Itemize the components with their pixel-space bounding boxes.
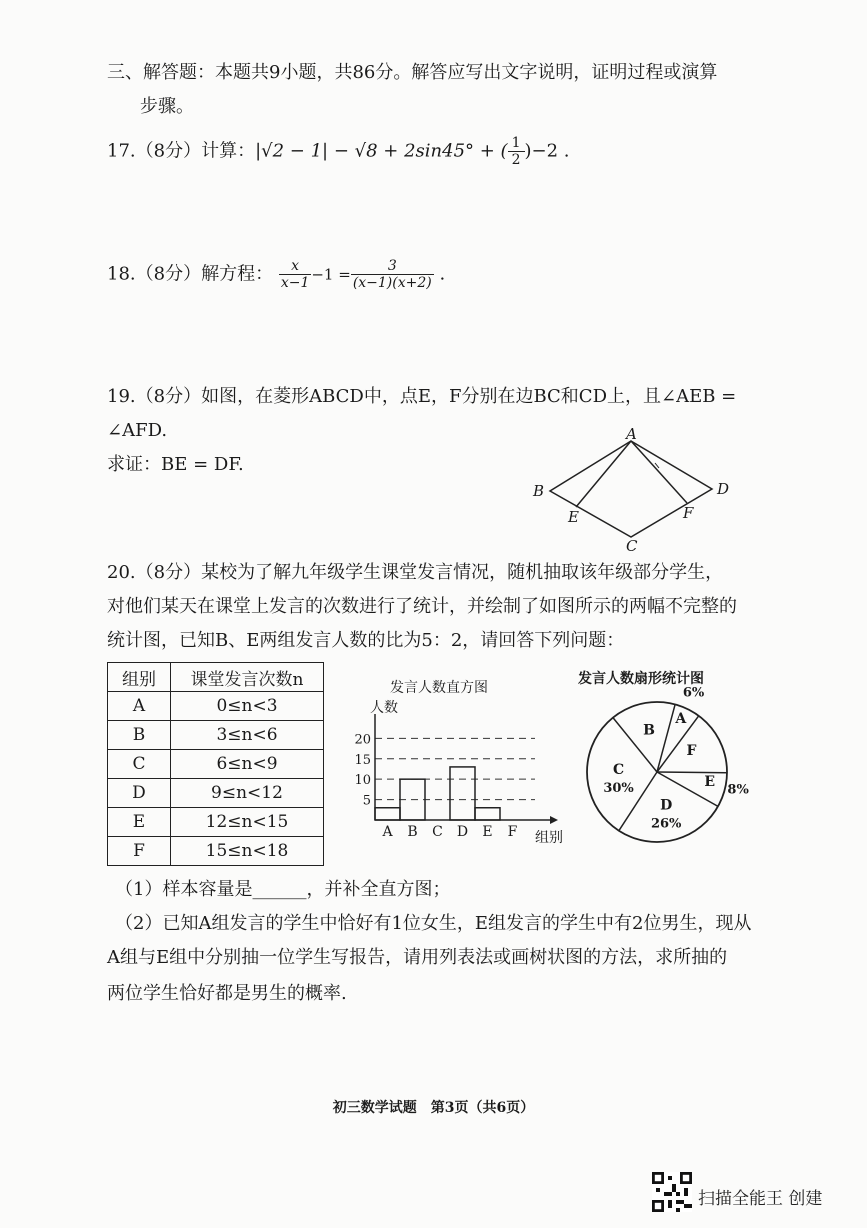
q18-rhs-num: 3 — [351, 258, 434, 275]
table-row — [108, 837, 324, 866]
q19-line1: 19.（8分）如图，在菱形ABCD中，点E，F分别在边BC和CD上，且∠AEB = — [107, 386, 737, 407]
x-tick-label: C — [432, 824, 443, 840]
histogram-chart — [335, 672, 575, 847]
table-row — [108, 721, 324, 750]
q18-mid: −1 = — [311, 265, 351, 284]
q17-frac-num: 1 — [508, 135, 525, 152]
table-cell: 6≤n<9 — [171, 750, 324, 779]
q17-label: 17.（8分）计算： — [107, 140, 256, 162]
table-cell: E — [108, 808, 171, 837]
q17-expression: |√2 − 1| − √8 + 2sin45° + ( — [255, 140, 508, 162]
q18-rhs-den: (x−1)(x+2) — [352, 275, 432, 291]
table-cell: 0≤n<3 — [171, 692, 324, 721]
q20-line1: 20.（8分）某校为了解九年级学生课堂发言情况，随机抽取该年级部分学生， — [107, 562, 724, 583]
x-tick-label: E — [482, 824, 493, 840]
table-cell: C — [108, 750, 171, 779]
pie-slice-percent: 26% — [650, 816, 682, 832]
histogram-ylabel: 人数 — [370, 700, 398, 716]
x-tick-label: A — [382, 824, 393, 840]
vertex-label-b: B — [533, 482, 545, 500]
table-cell: F — [108, 837, 171, 866]
histogram-bar — [475, 808, 500, 820]
vertex-label-d: D — [717, 480, 730, 498]
y-tick-label: 10 — [354, 773, 371, 789]
q18-lhs-num: x — [279, 258, 312, 275]
q19-line3: 求证：BE = DF. — [107, 454, 244, 475]
pie-labels — [603, 685, 749, 831]
histogram-xlabel: 组别 — [535, 830, 563, 846]
pie-title: 发言人数扇形统计图 — [578, 671, 704, 687]
y-tick-label: 15 — [354, 752, 371, 768]
q18-period: . — [439, 263, 446, 285]
point-label-f: F — [683, 504, 694, 522]
q18-lhs-fraction — [279, 258, 312, 291]
histogram-title: 发言人数直方图 — [390, 680, 488, 696]
y-tick-label: 5 — [362, 793, 371, 809]
pie-slice-label: E — [704, 774, 716, 791]
table-cell: B — [108, 721, 171, 750]
histogram-categories — [381, 824, 517, 840]
y-tick-label: 20 — [354, 732, 371, 748]
table-cell: 9≤n<12 — [171, 779, 324, 808]
q20-line2: 对他们某天在课堂上发言的次数进行了统计，并绘制了如图所示的两幅不完整的 — [107, 596, 737, 617]
x-tick-label: F — [507, 824, 518, 840]
pie-chart — [570, 665, 749, 855]
q17-exponent: )−2 — [524, 140, 559, 162]
vertex-label-c: C — [626, 537, 638, 555]
histogram-bar — [375, 808, 400, 820]
segment-ae — [576, 441, 631, 507]
pie-slice-edge — [657, 772, 727, 773]
table-row — [108, 750, 324, 779]
x-tick-label: B — [407, 824, 418, 840]
section-heading — [107, 60, 717, 86]
segment-af — [631, 441, 687, 503]
table-header-count: 课堂发言次数n — [171, 663, 324, 692]
pie-slice-label: A — [675, 710, 687, 727]
q20-line3: 统计图，已知B、E两组发言人数的比为5：2，请回答下列问题： — [107, 630, 625, 651]
table-cell: D — [108, 779, 171, 808]
rhombus-figure — [525, 425, 740, 555]
q18-lhs-den: x−1 — [280, 275, 310, 291]
q20-part2-line2: A组与E组中分别抽一位学生写报告，请用列表法或画树状图的方法，求所抽的 — [107, 947, 728, 968]
q20-part2-line3: 两位学生恰好都是男生的概率. — [107, 983, 347, 1004]
pie-slice-percent: 8% — [727, 782, 749, 798]
table-header-row — [108, 663, 324, 692]
table-cell: A — [108, 692, 171, 721]
table-row — [108, 692, 324, 721]
table-cell: 15≤n<18 — [171, 837, 324, 866]
pie-slice-edge — [657, 704, 675, 772]
q17-frac-den: 2 — [511, 152, 521, 168]
histogram-grid — [375, 738, 535, 799]
point-label-e: E — [568, 508, 579, 526]
table-cell: 3≤n<6 — [171, 721, 324, 750]
page-footer: 初三数学试题 第3页（共6页） — [332, 1100, 535, 1116]
pie-slice-label: D — [660, 797, 673, 814]
pie-slice-percent: 30% — [603, 781, 634, 797]
scanner-watermark: 扫描全能王 创建 — [698, 1189, 823, 1209]
section-heading-line1: 三、解答题：本题共9小题，共86分。解答应写出文字说明，证明过程或演算 — [107, 62, 718, 83]
question-18 — [107, 258, 445, 291]
q20-part1: （1）样本容量是______，并补全直方图； — [115, 879, 451, 900]
histogram-bar — [450, 767, 475, 820]
q19-line2: ∠AFD. — [107, 420, 168, 441]
q18-label: 18.（8分）解方程： — [107, 263, 274, 285]
q18-rhs-fraction — [351, 258, 434, 291]
histogram-bars — [375, 767, 500, 820]
table-cell: 12≤n<15 — [171, 808, 324, 837]
pie-slice-label: F — [686, 742, 697, 759]
section-heading-line2: 步骤。 — [140, 96, 194, 117]
table-header-group: 组别 — [108, 663, 171, 692]
question-17 — [107, 135, 570, 168]
pie-slice-label: C — [612, 762, 625, 779]
group-table — [107, 662, 324, 866]
pie-slice-label: B — [643, 722, 655, 739]
q20-part2-line1: （2）已知A组发言的学生中恰好有1位女生，E组发言的学生中有2位男生，现从 — [115, 913, 752, 934]
x-tick-label: D — [456, 824, 469, 840]
q17-period: . — [563, 140, 570, 162]
vertex-label-a: A — [626, 425, 637, 443]
histogram-x-arrow — [550, 816, 558, 824]
qr-code-icon — [652, 1172, 692, 1212]
pie-slice-percent: 6% — [682, 685, 705, 701]
q17-fraction — [508, 135, 525, 168]
histogram-ticks — [354, 732, 371, 808]
table-row — [108, 779, 324, 808]
table-row — [108, 808, 324, 837]
